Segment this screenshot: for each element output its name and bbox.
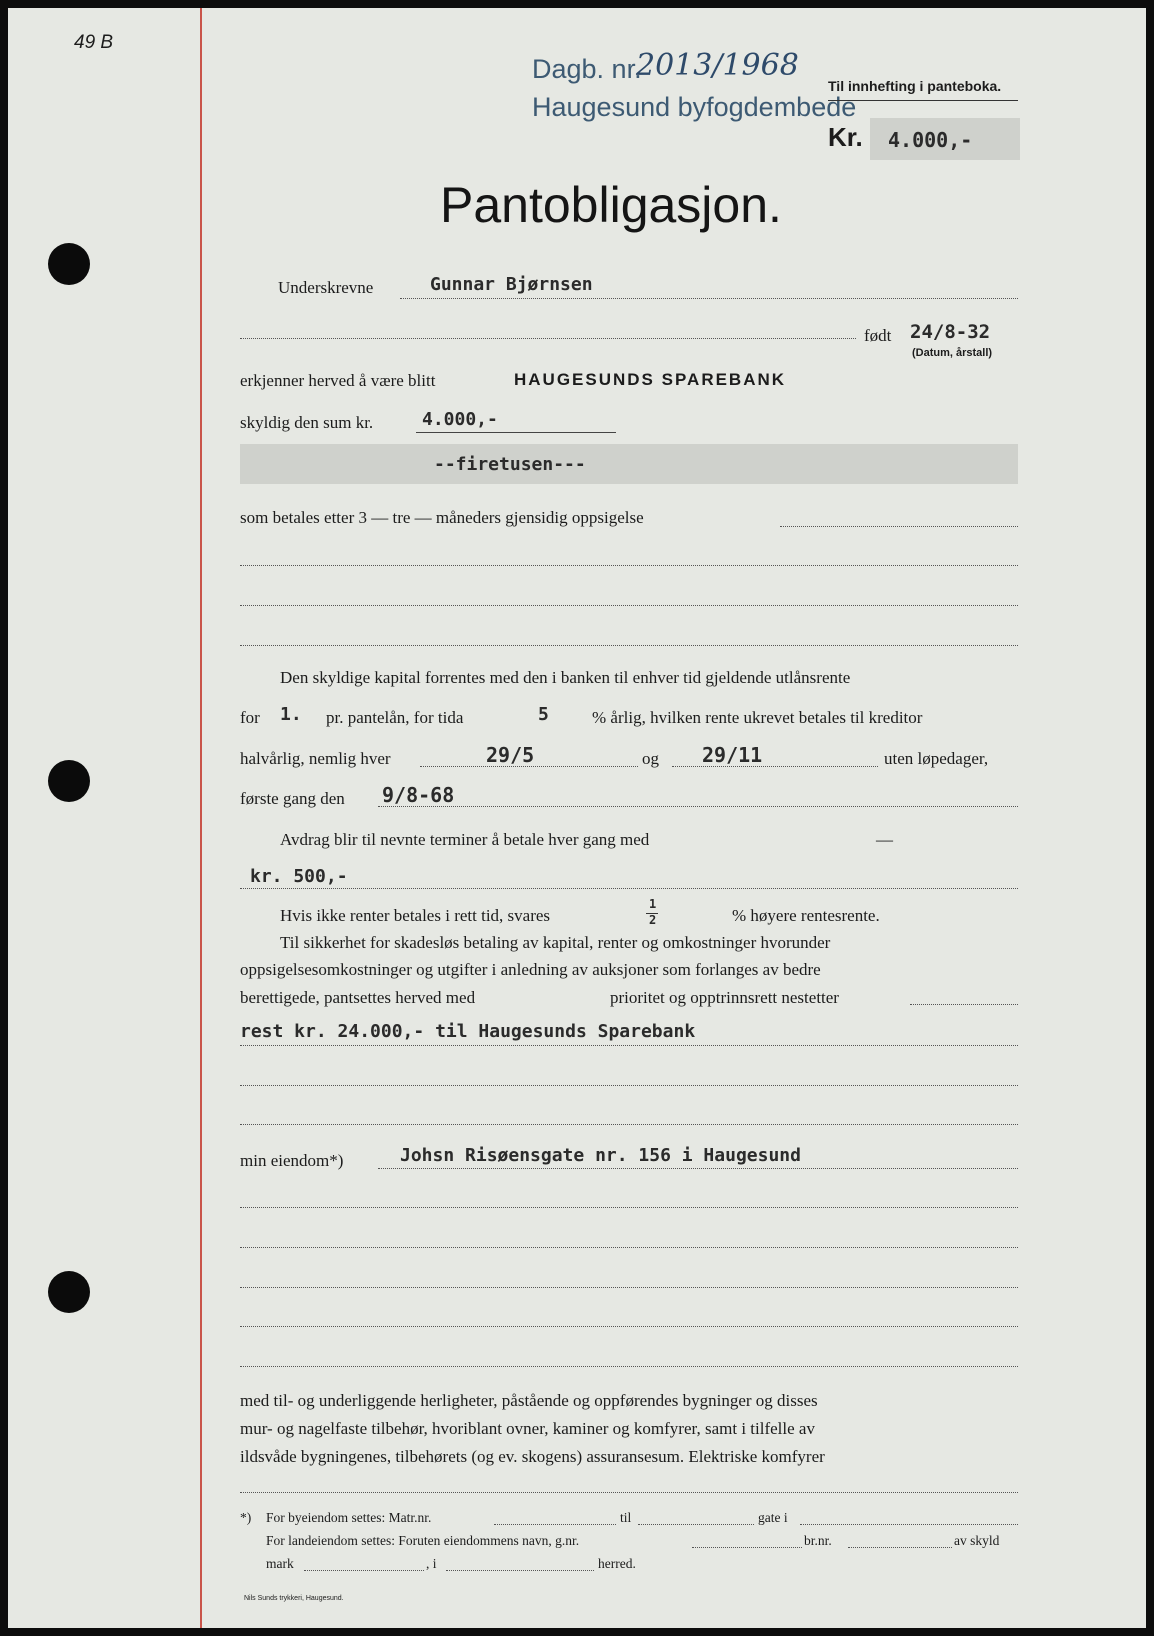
punch-hole-middle [48,760,90,802]
appurtenances-line-3: ildsvåde bygningenes, tilbehørets (og ev. skogens) assuransesum. Elektriske komfyrer [240,1447,825,1466]
interest-rate: 5 [538,704,549,725]
born-label: født [864,326,892,345]
first-payment-label: første gang den [240,789,345,808]
bank-name: HAUGESUNDS SPAREBANK [514,370,787,389]
installment-line [240,888,1018,889]
filing-note-underline [828,100,1018,101]
installment-amount: kr. 500,- [250,866,348,887]
blank-line-12 [240,1492,1018,1493]
interest-line-1: Den skyldige kapital forrentes med den i banken til enhver tid gjeldende utlånsrente [280,668,851,687]
property-address: Johsn Risøensgate nr. 156 i Haugesund [400,1145,801,1166]
fraction-denominator: 2 [649,913,657,927]
filing-note: Til innhefting i panteboka. [828,78,1002,94]
blank-line-11 [240,1366,1018,1367]
appurtenances-line-1: med til- og underliggende herligheter, påstående og oppførendes bygninger og disses [240,1391,818,1410]
notice-line [780,526,1018,527]
sum-line [416,432,616,433]
footnote-line-3c: herred. [598,1556,636,1571]
security-line-3b: prioritet og opptrinnsrett nestetter [610,988,839,1007]
appurtenances-line-2: mur- og nagelfaste tilbehør, hvoriblant ovner, kaminer og komfyrer, samt i tilfelle av [240,1419,815,1438]
security-line-2: oppsigelsesomkostninger og utgifter i anledning av auksjoner som forlanges av bedre [240,960,821,979]
footnote-line-3b: , i [426,1556,437,1571]
footnote-marker: *) [240,1510,252,1525]
blank-line-6 [240,1124,1018,1125]
first-payment-line [378,806,1018,807]
footnote-line-2c: av skyld [954,1533,1000,1548]
office-stamp: Haugesund byfogdembede [532,92,857,122]
blank-line-5 [240,1085,1018,1086]
blank-line-10 [240,1326,1018,1327]
security-line-3a: berettigede, pantsettes herved med [240,988,476,1007]
blank-line-8 [240,1247,1018,1248]
dagb-label: Dagb. nr. [532,54,642,84]
footnote-line-3a: mark [266,1556,294,1571]
debtor-label: Underskrevne [278,278,374,297]
footnote-brnr-line [848,1547,952,1548]
blank-line-2 [240,565,1018,566]
sum-label: skyldig den sum kr. [240,413,374,432]
footnote-gate-line [800,1524,1018,1525]
pr-label: pr. pantelån, for tida [326,708,464,727]
page-marker: 49 B [74,32,114,53]
og-label: og [642,749,659,768]
half-year-label: halvårlig, nemlig hver [240,749,391,768]
blank-line-3 [240,605,1018,606]
footnote-line-1a: For byeiendom settes: Matr.nr. [266,1510,432,1525]
late-text-b: % høyere rentesrente. [732,906,880,925]
dagb-number: 2013/1968 [636,48,799,83]
priority-number: 1. [280,704,302,725]
security-line-1: Til sikkerhet for skadesløs betaling av kapital, renter og omkostninger hvorunder [280,933,831,952]
first-payment-date: 9/8-68 [382,783,455,807]
blank-line-1 [240,338,856,339]
term-date-2: 29/11 [702,743,763,767]
sum-words-box [240,444,1018,484]
footnote-line-2b: br.nr. [804,1533,832,1548]
born-hint: (Datum, årstall) [912,347,993,359]
blank-line-7 [240,1207,1018,1208]
punch-hole-top [48,243,90,285]
margin-rule [200,8,202,1628]
document-title: Pantobligasjon. [440,177,782,233]
fraction-numerator: 1 [649,897,657,911]
sum-words: --firetusen--- [434,454,586,475]
late-text-a: Hvis ikke renter betales i rett tid, svares [280,906,551,925]
rate-text: % årlig, hvilken rente ukrevet betales til kreditor [592,708,923,727]
for-label: for [240,708,260,727]
footnote-gnr-line [692,1547,802,1548]
document-page [8,8,1146,1628]
blank-line-4 [240,645,1018,646]
footnote-til-line [638,1524,754,1525]
sum-amount: 4.000,- [422,409,498,430]
printer-credit: Nils Sunds trykkeri, Haugesund. [244,1595,344,1602]
born-date: 24/8-32 [910,321,991,343]
kr-label: Kr. [828,122,863,152]
debtor-line [400,298,1018,299]
footnote-herred-line [446,1570,594,1571]
blank-line-9 [240,1287,1018,1288]
acknowledge-text: erkjenner herved å være blitt [240,371,436,390]
punch-hole-bottom [48,1271,90,1313]
footnote-line-1b: til [620,1510,632,1525]
installment-text: Avdrag blir til nevnte terminer å betale hver gang med [280,830,650,849]
property-line [378,1168,1018,1169]
debtor-name: Gunnar Bjørnsen [430,274,593,295]
security-line-3-fill [910,1004,1018,1005]
prior-encumbrance: rest kr. 24.000,- til Haugesunds Sparebank [240,1021,696,1042]
without-label: uten løpedager, [884,749,989,768]
header-amount: 4.000,- [888,128,973,152]
footnote-line-1c: gate i [758,1510,788,1525]
footnote-line-2a: For landeiendom settes: Foruten eiendommens navn, g.nr. [266,1533,580,1548]
prior-line [240,1045,1018,1046]
property-label: min eiendom*) [240,1151,344,1170]
installment-dash: — [876,830,893,849]
footnote-mark-line [304,1570,424,1571]
footnote-matr-line [494,1524,616,1525]
notice-text: som betales etter 3 — tre — måneders gjensidig oppsigelse [240,508,644,527]
term-date-1: 29/5 [486,743,535,767]
